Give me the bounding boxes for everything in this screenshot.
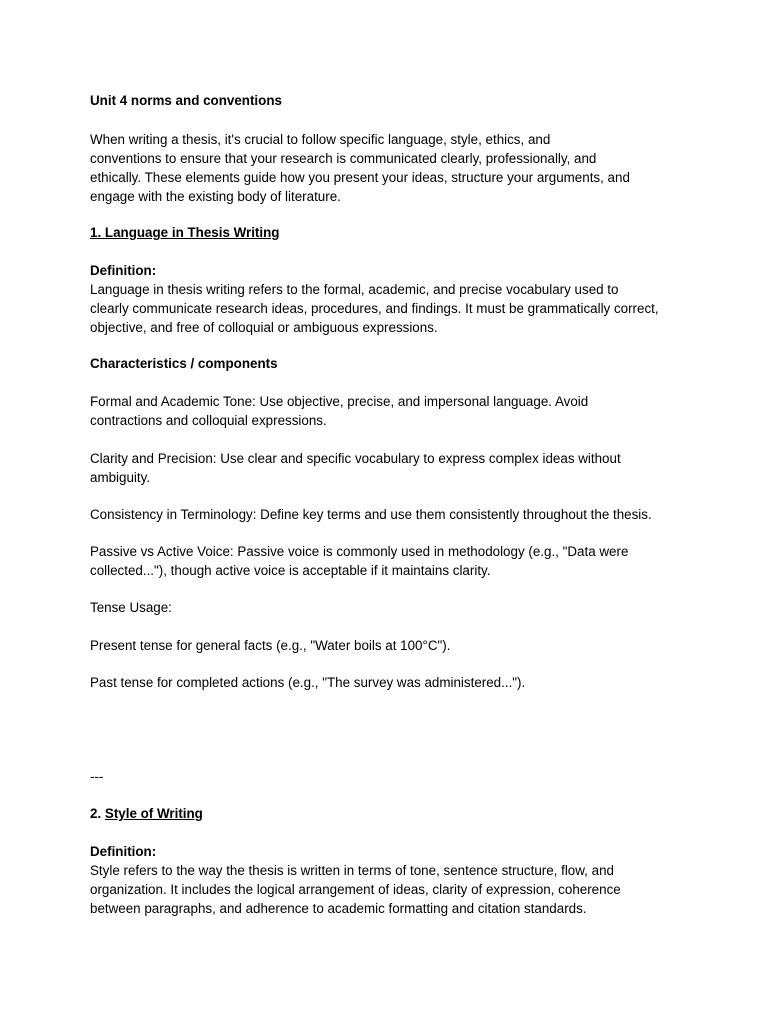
item-line: Formal and Academic Tone: Use objective, precise, and impersonal language. Avoid [90, 394, 589, 409]
tense-usage-label: Tense Usage: [90, 600, 172, 615]
section1-definition-label: Definition: [90, 263, 157, 278]
definition-line: organization. It includes the logical arrangement of ideas, clarity of expression, coherence [90, 882, 621, 897]
intro-line: engage with the existing body of literature. [90, 189, 341, 204]
item-line: Passive vs Active Voice: Passive voice is commonly used in methodology (e.g., "Data were [90, 544, 629, 559]
intro-line: When writing a thesis, it's crucial to follow specific language, style, ethics, and [90, 132, 551, 147]
section2-heading [90, 804, 690, 823]
item-voice [90, 542, 690, 580]
intro-line: ethically. These elements guide how you present your ideas, structure your arguments, and [90, 170, 630, 185]
section2-definition-label: Definition: [90, 844, 157, 859]
item-line: collected..."), though active voice is acceptable if it maintains clarity. [90, 563, 491, 578]
definition-line: objective, and free of colloquial or ambiguous expressions. [90, 320, 438, 335]
document-title: Unit 4 norms and conventions [90, 93, 282, 108]
item-formal-tone [90, 392, 690, 430]
intro-paragraph [90, 130, 690, 206]
section1-definition [90, 280, 710, 337]
definition-line: Language in thesis writing refers to the formal, academic, and precise vocabulary used to [90, 282, 619, 297]
item-line: Clarity and Precision: Use clear and specific vocabulary to express complex ideas without [90, 451, 621, 466]
section2-definition [90, 861, 690, 918]
past-tense-item: Past tense for completed actions (e.g., "The survey was administered..."). [90, 675, 526, 690]
section-separator: --- [90, 769, 104, 784]
section2-title: Style of Writing [104, 806, 203, 821]
item-line: contractions and colloquial expressions. [90, 413, 327, 428]
intro-line: conventions to ensure that your research is communicated clearly, professionally, and [90, 151, 597, 166]
definition-line: clearly communicate research ideas, procedures, and findings. It must be grammatically correct, [90, 301, 659, 316]
present-tense-item: Present tense for general facts (e.g., "Water boils at 100°C"). [90, 638, 451, 653]
item-clarity [90, 449, 690, 487]
item-consistency: Consistency in Terminology: Define key terms and use them consistently throughout the thesis. [90, 507, 652, 522]
section1-heading: 1. Language in Thesis Writing [90, 225, 280, 240]
item-line: ambiguity. [90, 470, 151, 485]
definition-line: Style refers to the way the thesis is written in terms of tone, sentence structure, flow, and [90, 863, 614, 878]
definition-line: between paragraphs, and adherence to academic formatting and citation standards. [90, 901, 587, 916]
characteristics-heading: Characteristics / components [90, 356, 278, 371]
section2-number: 2. [90, 806, 102, 821]
